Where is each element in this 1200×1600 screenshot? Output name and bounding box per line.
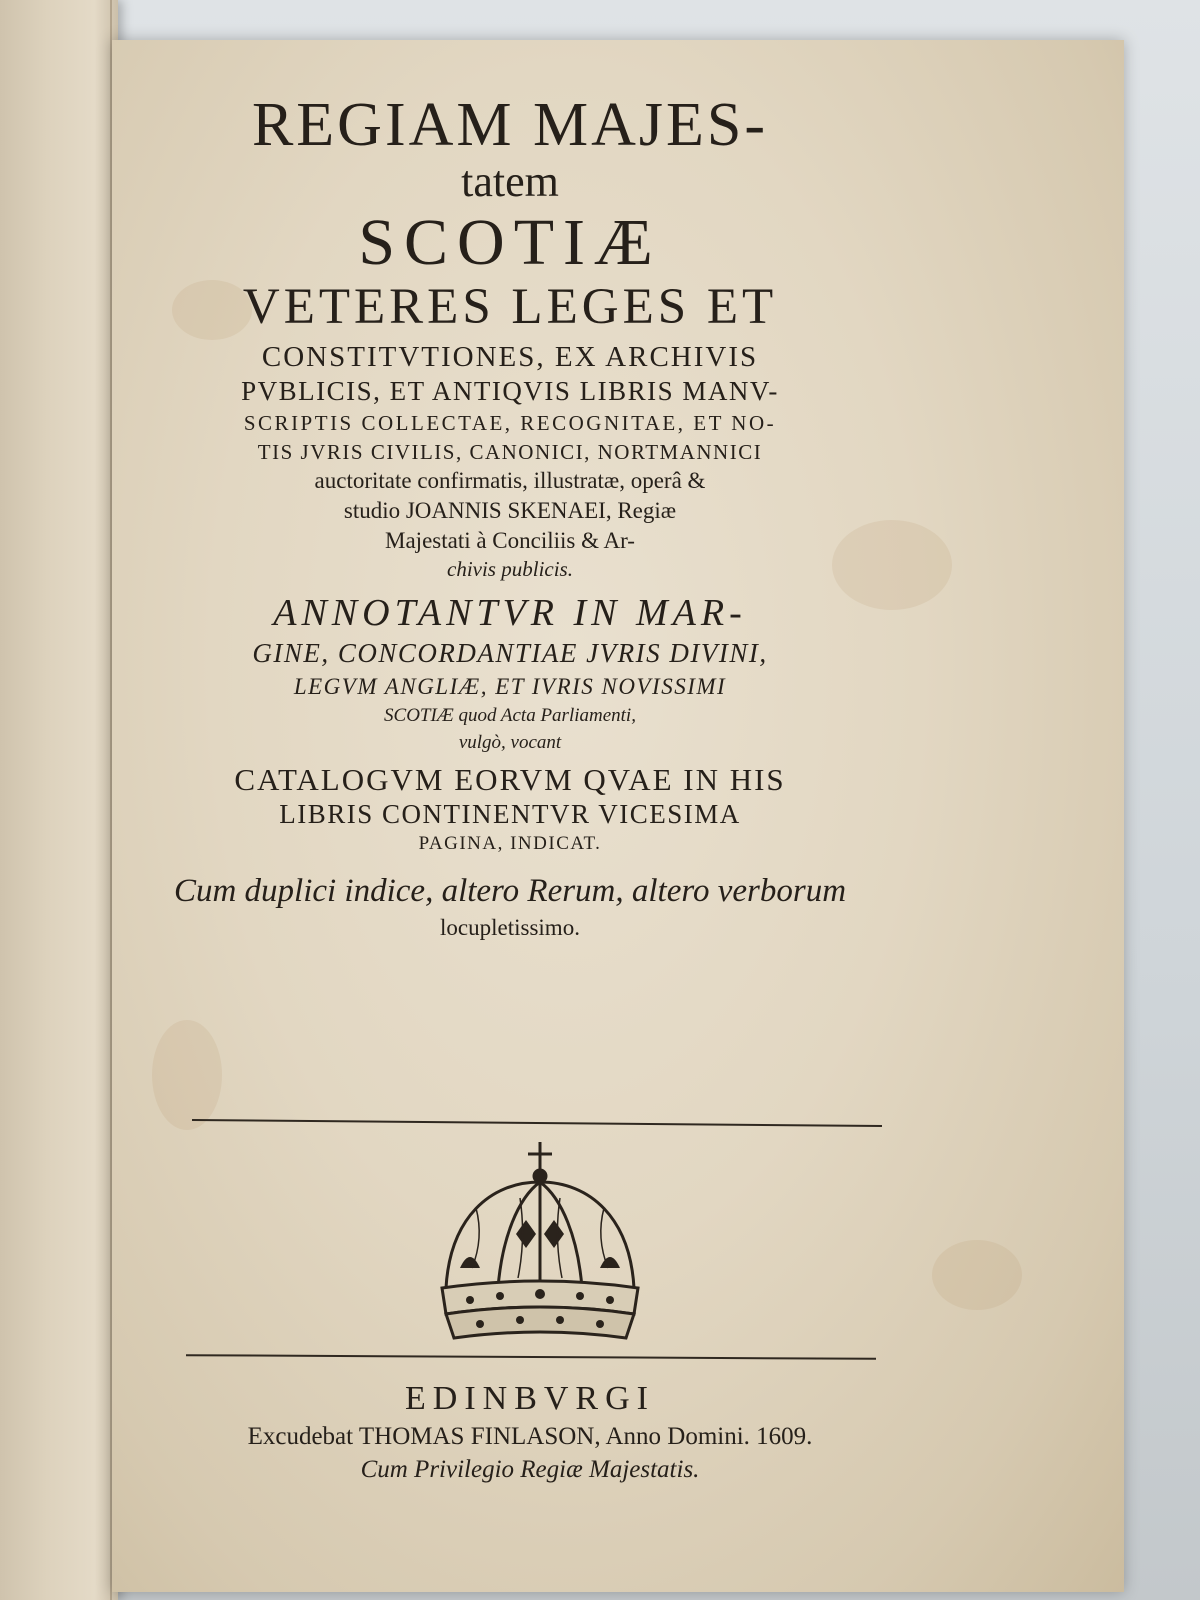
facing-page-edge	[0, 0, 118, 1600]
crown-icon	[420, 1138, 660, 1352]
annotation-line: ANNOTANTVR IN MAR-	[273, 592, 747, 634]
subtitle-line: VETERES LEGES ET	[242, 279, 778, 335]
annotation-line: SCOTIÆ quod Acta Parliamenti,	[384, 705, 636, 726]
annotation-line: vulgò, vocant	[458, 732, 562, 753]
imprint-city: EDINBVRGI	[405, 1380, 655, 1417]
description-line: TIS JVRIS CIVILIS, CANONICI, NORTMANNICI	[257, 440, 763, 464]
imprint-block	[150, 1382, 910, 1482]
annotation-line: GINE, CONCORDANTIAE JVRIS DIVINI,	[252, 638, 768, 668]
title-line: REGIAM MAJES-	[251, 91, 769, 159]
description-line: PVBLICIS, ET ANTIQVIS LIBRIS MANV-	[241, 376, 779, 406]
catalogue-line: CATALOGVM EORVM QVAE IN HIS	[234, 762, 786, 797]
title-line: tatem	[461, 157, 559, 206]
description-line: auctoritate confirmatis, illustratæ, operâ &	[314, 468, 706, 493]
description-line: chivis publicis.	[447, 557, 573, 581]
description-line: Majestati à Conciliis & Ar-	[385, 528, 635, 553]
paper-stain	[152, 1020, 222, 1130]
title-text-block	[130, 80, 890, 939]
index-line: locupletissimo.	[440, 915, 580, 940]
description-line: CONSTITVTIONES, EX ARCHIVIS	[261, 341, 759, 373]
description-line: SCRIPTIS COLLECTAE, RECOGNITAE, ET NO-	[243, 411, 777, 435]
paper-stain	[932, 1240, 1022, 1310]
imprint-printer: Excudebat THOMAS FINLASON, Anno Domini. 1609.	[247, 1423, 813, 1450]
catalogue-line: LIBRIS CONTINENTVR VICESIMA	[279, 799, 741, 829]
index-line: Cum duplici indice, altero Rerum, altero verborum	[173, 873, 847, 909]
catalogue-line: PAGINA, INDICAT.	[418, 833, 602, 854]
imprint-privilege: Cum Privilegio Regiæ Majestatis.	[360, 1456, 700, 1483]
title-line: SCOTIÆ	[358, 206, 662, 279]
annotation-line: LEGVM ANGLIÆ, ET IVRIS NOVISSIMI	[293, 674, 727, 699]
description-line: studio JOANNIS SKENAEI, Regiæ	[343, 498, 677, 523]
